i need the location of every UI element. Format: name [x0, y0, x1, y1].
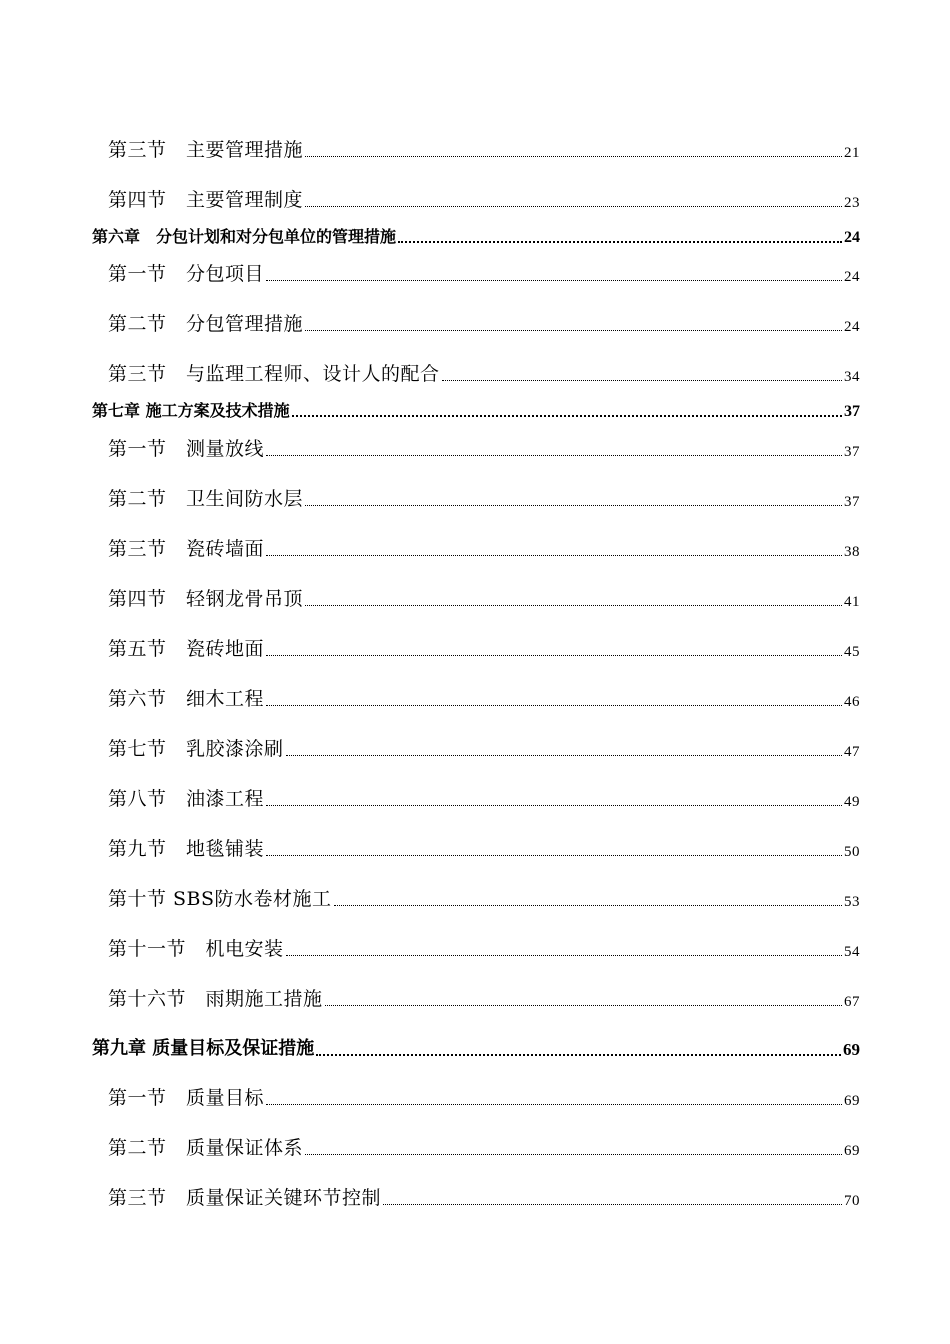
dot-leader — [266, 705, 842, 706]
dot-leader — [286, 955, 842, 956]
toc-entry — [108, 934, 860, 961]
dot-leader — [266, 855, 842, 856]
toc-entry-label: 第一节 分包项目 — [108, 263, 265, 285]
toc-entry — [108, 634, 860, 661]
toc-entry — [108, 684, 860, 711]
dot-leader — [325, 1005, 842, 1006]
toc-entry-label: 第十节 SBS防水卷材施工 — [108, 888, 332, 910]
dot-leader — [383, 1204, 842, 1205]
toc-entry — [108, 185, 860, 212]
toc-entry-label: 第四节 主要管理制度 — [108, 189, 304, 211]
toc-page-number: 53 — [844, 894, 860, 910]
toc-entry-label: 第七节 乳胶漆涂刷 — [108, 738, 284, 760]
toc-page-number: 21 — [844, 145, 860, 161]
toc-entry-label: 第九章 质量目标及保证措施 — [92, 1038, 315, 1059]
toc-page-number: 34 — [844, 369, 860, 385]
dot-leader — [266, 455, 842, 456]
toc-entry-label: 第四节 轻钢龙骨吊顶 — [108, 588, 304, 610]
dot-leader — [266, 805, 842, 806]
toc-entry — [108, 734, 860, 761]
toc-page-number: 24 — [844, 229, 860, 246]
toc-entry — [108, 984, 860, 1011]
toc-entry-label: 第八节 油漆工程 — [108, 788, 265, 810]
toc-entry — [108, 484, 860, 511]
dot-leader — [334, 905, 842, 906]
toc-page-number: 69 — [844, 1093, 860, 1109]
toc-entry-label: 第五节 瓷砖地面 — [108, 638, 265, 660]
toc-entry — [108, 834, 860, 861]
toc-entry-label: 第九节 地毯铺装 — [108, 838, 265, 860]
toc-entry — [108, 1183, 860, 1210]
toc-page-number: 69 — [843, 1040, 860, 1059]
toc-page-number: 50 — [844, 844, 860, 860]
toc-page-number: 49 — [844, 794, 860, 810]
dot-leader — [305, 605, 842, 606]
toc-entry — [108, 584, 860, 611]
toc-entry-label: 第十六节 雨期施工措施 — [108, 988, 323, 1010]
toc-entry-label: 第三节 主要管理措施 — [108, 139, 304, 161]
toc-page-number: 47 — [844, 744, 860, 760]
toc-page-number: 67 — [844, 994, 860, 1010]
dot-leader — [442, 380, 842, 381]
dot-leader — [292, 415, 842, 417]
toc-page-number: 54 — [844, 944, 860, 960]
toc-page-number: 37 — [844, 403, 860, 420]
toc-page-number: 46 — [844, 694, 860, 710]
toc-page-number: 45 — [844, 644, 860, 660]
dot-leader — [316, 1054, 841, 1056]
toc-page-number: 24 — [844, 269, 860, 285]
toc-entry-label: 第二节 质量保证体系 — [108, 1137, 304, 1159]
dot-leader — [266, 280, 842, 281]
dot-leader — [398, 241, 842, 243]
toc-page-number: 70 — [844, 1193, 860, 1209]
toc-entry — [108, 1133, 860, 1160]
toc-entry-label: 第三节 瓷砖墙面 — [108, 538, 265, 560]
toc-chapter-entry — [92, 1034, 860, 1060]
toc-entry-label: 第七章 施工方案及技术措施 — [92, 401, 290, 420]
dot-leader — [305, 156, 842, 157]
toc-entry-label: 第三节 与监理工程师、设计人的配合 — [108, 363, 440, 385]
toc-entry — [108, 884, 860, 911]
dot-leader — [305, 1154, 842, 1155]
toc-entry — [108, 309, 860, 336]
toc-page-number: 41 — [844, 594, 860, 610]
dot-leader — [305, 206, 842, 207]
toc-entry — [108, 359, 860, 386]
toc-chapter-entry — [92, 398, 860, 421]
toc-entry-label: 第十一节 机电安装 — [108, 938, 284, 960]
toc-entry — [108, 434, 860, 461]
toc-page-number: 23 — [844, 195, 860, 211]
dot-leader — [266, 1104, 842, 1105]
toc-page-number: 69 — [844, 1143, 860, 1159]
dot-leader — [266, 555, 842, 556]
toc-entry-label: 第一节 质量目标 — [108, 1087, 265, 1109]
toc-page-number: 24 — [844, 319, 860, 335]
toc-entry — [108, 534, 860, 561]
dot-leader — [305, 505, 842, 506]
toc-entry — [108, 784, 860, 811]
toc-entry-label: 第二节 卫生间防水层 — [108, 488, 304, 510]
dot-leader — [266, 655, 842, 656]
toc-entry-label: 第二节 分包管理措施 — [108, 313, 304, 335]
toc-chapter-entry — [92, 224, 860, 247]
dot-leader — [286, 755, 842, 756]
toc-entry — [108, 1083, 860, 1110]
toc-page-number: 37 — [844, 494, 860, 510]
toc-page-number: 38 — [844, 544, 860, 560]
toc-entry — [108, 259, 860, 286]
toc-entry-label: 第三节 质量保证关键环节控制 — [108, 1187, 382, 1209]
toc-page-number: 37 — [844, 444, 860, 460]
toc-entry-label: 第六章 分包计划和对分包单位的管理措施 — [92, 227, 397, 246]
toc-entry-label: 第六节 细木工程 — [108, 688, 265, 710]
toc-entry — [108, 135, 860, 162]
toc-entry-label: 第一节 测量放线 — [108, 438, 265, 460]
dot-leader — [305, 330, 842, 331]
